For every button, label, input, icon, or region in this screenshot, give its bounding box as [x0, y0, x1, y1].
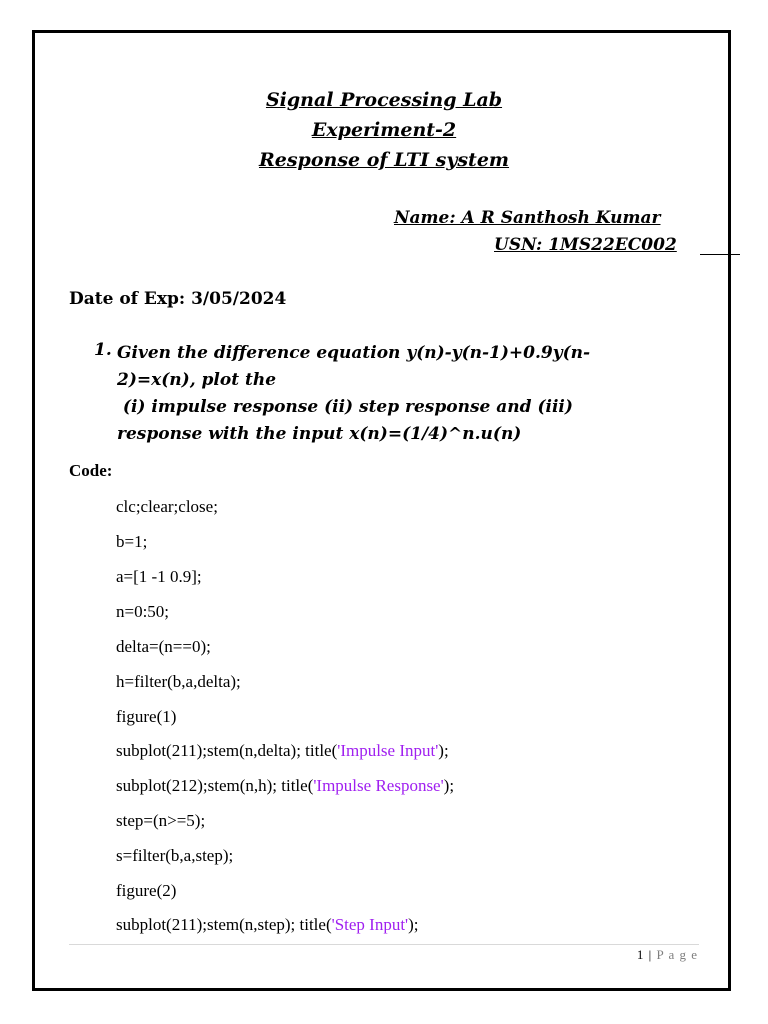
code-text: ); [408, 915, 419, 934]
page-label: P a g e [656, 947, 698, 962]
code-text: subplot(211);stem(n,delta); title( [116, 741, 338, 760]
code-line: delta=(n==0); [116, 637, 211, 656]
string-literal: 'Impulse Input' [337, 741, 439, 760]
code-line [116, 741, 449, 763]
student-usn: USN: 1MS22EC002 [494, 235, 677, 255]
question-line: (i) impulse response (ii) step response and (iii) [117, 397, 573, 417]
code-line [116, 776, 454, 798]
lab-title: Signal Processing Lab [265, 89, 503, 111]
experiment-subtitle: Response of LTI system [258, 149, 510, 171]
code-heading: Code: [69, 461, 113, 480]
code-text: subplot(212);stem(n,h); title( [116, 776, 314, 795]
string-literal: 'Step Input' [331, 915, 409, 934]
string-literal: 'Impulse Response' [313, 776, 444, 795]
code-line: a=[1 -1 0.9]; [116, 567, 202, 586]
code-line: s=filter(b,a,step); [116, 846, 234, 865]
student-name: Name: A R Santhosh Kumar [394, 208, 661, 228]
experiment-title: Experiment-2 [311, 119, 457, 141]
code-line: figure(2) [116, 881, 177, 900]
code-line [116, 915, 419, 937]
code-line: clc;clear;close; [116, 497, 218, 516]
code-line: b=1; [116, 532, 148, 551]
question-line: Given the difference equation y(n)-y(n-1)+0.9y(n- [117, 343, 591, 363]
page-footer [0, 947, 698, 963]
code-text: ); [443, 776, 455, 795]
question-line: 2)=x(n), plot the [117, 370, 277, 390]
question-number: 1. [94, 340, 112, 360]
question-line: response with the input x(n)=(1/4)^n.u(n) [117, 424, 522, 444]
page-number: 1 [636, 947, 645, 962]
code-line: n=0:50; [116, 602, 170, 621]
code-line: figure(1) [116, 707, 177, 726]
question-text [117, 340, 657, 448]
date-of-experiment: Date of Exp: 3/05/2024 [69, 289, 287, 309]
code-text: ); [438, 741, 449, 760]
code-line: h=filter(b,a,delta); [116, 672, 241, 691]
page-separator: | [644, 947, 657, 962]
code-line: step=(n>=5); [116, 811, 206, 830]
code-text: subplot(211);stem(n,step); title( [116, 915, 332, 934]
usn-underline [700, 254, 740, 255]
footer-rule [69, 944, 699, 945]
